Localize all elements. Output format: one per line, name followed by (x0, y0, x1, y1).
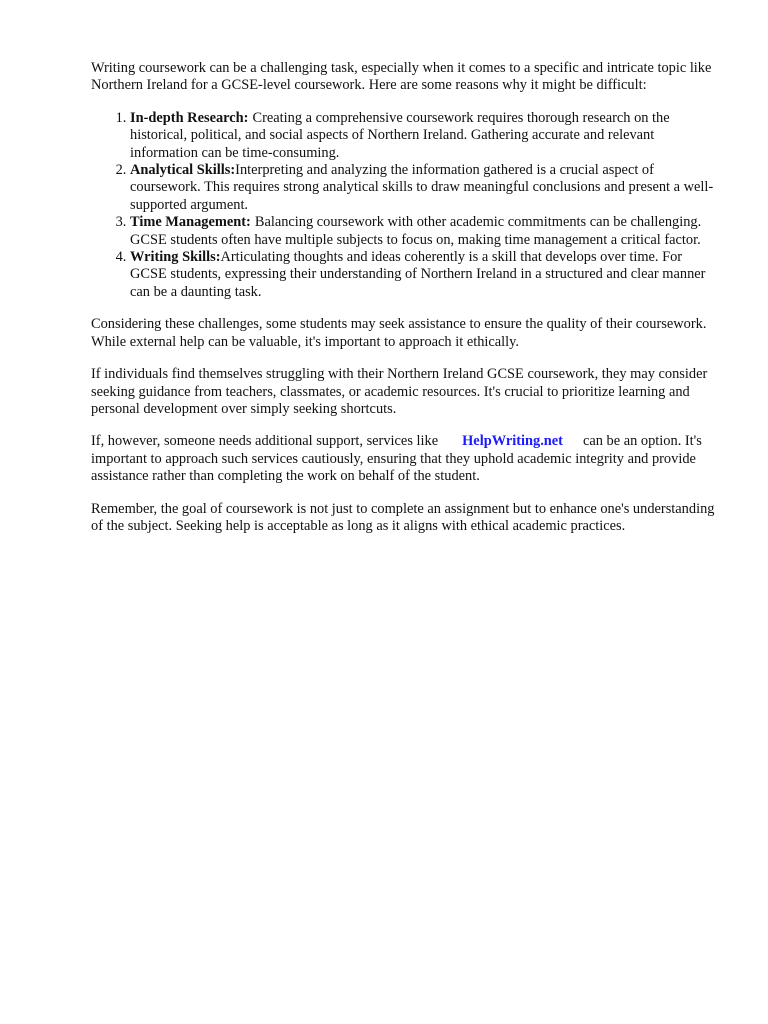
document-body (91, 60, 721, 550)
list-item (130, 110, 721, 162)
list-item (130, 162, 721, 214)
list-item (130, 249, 721, 301)
services-paragraph (91, 433, 721, 485)
reason-term: In-depth Research: (130, 109, 249, 126)
reason-text: Interpreting and analyzing the information gathered is a crucial aspect of coursework. This requires strong analytical skills to draw meaningful conclusions and present a well-supported argument. (130, 162, 714, 213)
intro-paragraph: Writing coursework can be a challenging task, especially when it comes to a specific and intricate topic like Northern Ireland for a GCSE-level coursework. Here are some reasons why it might be difficult: (91, 60, 712, 94)
individuals-paragraph: If individuals find themselves struggling with their Northern Ireland GCSE coursework, they may consider seeking guidance from teachers, classmates, or academic resources. It's crucial to prioritize learning and personal development over simply seeking shortcuts. (91, 366, 708, 417)
reason-text: Creating a comprehensive coursework requires thorough research on the historical, political, and social aspects of Northern Ireland. Gathering accurate and relevant information can be time-consuming. (130, 109, 670, 161)
remember-paragraph: Remember, the goal of coursework is not just to complete an assignment but to enhance one's understanding of the subject. Seeking help is acceptable as long as it aligns with ethical academic practices. (91, 500, 715, 534)
reason-text: Balancing coursework with other academic commitments can be challenging. GCSE students often have multiple subjects to focus on, making time management a critical factor. (130, 214, 702, 248)
reason-text: Articulating thoughts and ideas coherently is a skill that develops over time. For GCSE students, expressing their understanding of Northern Ireland in a structured and clear manner can be a daunting task. (130, 249, 706, 300)
reason-term: Analytical Skills: (130, 162, 236, 179)
services-text-after: can be an option. It's important to approach such services cautiously, ensuring that they uphold academic integrity and provide assistance rather than completing the work on behalf of the student. (91, 433, 702, 485)
reasons-list (91, 110, 721, 301)
services-text-before: If, however, someone needs additional support, services like (91, 433, 439, 450)
considering-paragraph: Considering these challenges, some students may seek assistance to ensure the quality of their coursework. While external help can be valuable, it's important to approach it ethically. (91, 316, 707, 350)
reason-term: Time Management: (130, 214, 251, 231)
helpwriting-link[interactable]: HelpWriting.net (462, 433, 563, 450)
list-item (130, 214, 721, 249)
reason-term: Writing Skills: (130, 249, 221, 266)
